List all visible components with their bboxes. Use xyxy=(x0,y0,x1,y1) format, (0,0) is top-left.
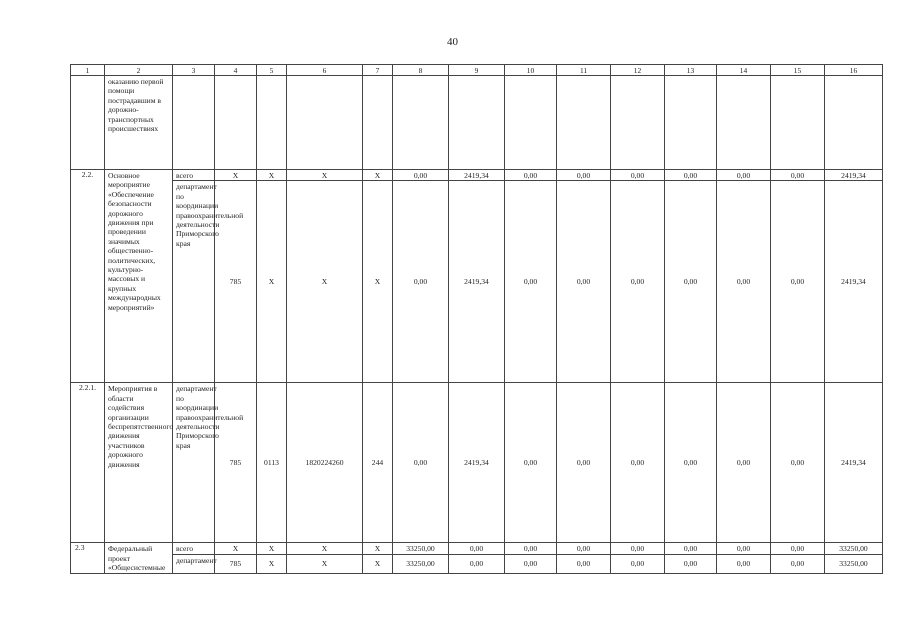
row-number xyxy=(71,76,105,170)
col-header: 13 xyxy=(665,65,717,76)
row-number: 2.2.1. xyxy=(71,383,105,543)
cell: 33250,00 xyxy=(393,555,449,574)
cell: Х xyxy=(257,181,287,383)
col-header: 14 xyxy=(717,65,771,76)
cell: 0,00 xyxy=(393,170,449,181)
table-row xyxy=(71,383,883,543)
cell: 0,00 xyxy=(611,383,665,543)
col-header: 11 xyxy=(557,65,611,76)
cell xyxy=(717,76,771,170)
activity-name: Основное мероприятие «Обеспечение безопасности дорожного движения при проведении значимых общественно-политических, культурно-массовых и крупных международных мероприятий» xyxy=(105,170,173,383)
col-header: 6 xyxy=(287,65,363,76)
cell xyxy=(825,76,883,170)
table-row xyxy=(71,555,883,574)
cell: 0,00 xyxy=(557,383,611,543)
table-row xyxy=(71,76,883,170)
col-header: 3 xyxy=(173,65,215,76)
col-header: 7 xyxy=(363,65,393,76)
executor-total: всего xyxy=(173,543,215,555)
cell: Х xyxy=(287,555,363,574)
cell xyxy=(505,76,557,170)
table-row-total xyxy=(71,543,883,555)
cell: Х xyxy=(287,181,363,383)
cell: Х xyxy=(257,555,287,574)
cell: Х xyxy=(257,170,287,181)
cell: 0,00 xyxy=(665,181,717,383)
cell: 0,00 xyxy=(557,170,611,181)
cell: 0,00 xyxy=(393,181,449,383)
cell: 0,00 xyxy=(611,543,665,555)
budget-table xyxy=(70,64,883,574)
cell: 0,00 xyxy=(557,555,611,574)
row-number: 2.3 xyxy=(71,543,105,573)
col-header: 9 xyxy=(449,65,505,76)
executor: департамент xyxy=(173,555,215,574)
cell xyxy=(287,76,363,170)
cell: 2419,34 xyxy=(449,383,505,543)
cell: 785 xyxy=(215,181,257,383)
cell xyxy=(665,76,717,170)
cell: 785 xyxy=(215,555,257,574)
cell: Х xyxy=(215,170,257,181)
col-header: 5 xyxy=(257,65,287,76)
table-row-total xyxy=(71,170,883,181)
cell: 0,00 xyxy=(449,543,505,555)
cell: 0,00 xyxy=(717,555,771,574)
cell: 0,00 xyxy=(505,555,557,574)
cell: 0,00 xyxy=(771,383,825,543)
activity-name: Федеральный проект «Общесистемные xyxy=(105,543,173,573)
cell: 0,00 xyxy=(557,543,611,555)
executor: департамент по координации правоохранительной деятельности Приморского края xyxy=(173,181,215,383)
row-number: 2.2. xyxy=(71,170,105,383)
col-header: 16 xyxy=(825,65,883,76)
cell: 0,00 xyxy=(665,383,717,543)
cell: 2419,34 xyxy=(825,170,883,181)
col-header: 15 xyxy=(771,65,825,76)
cell xyxy=(363,76,393,170)
col-header: 2 xyxy=(105,65,173,76)
cell: 0,00 xyxy=(717,170,771,181)
cell: 0,00 xyxy=(393,383,449,543)
cell: 0,00 xyxy=(717,383,771,543)
cell: 0,00 xyxy=(557,181,611,383)
cell: 0113 xyxy=(257,383,287,543)
cell: 0,00 xyxy=(505,383,557,543)
cell: 2419,34 xyxy=(825,383,883,543)
cell: 0,00 xyxy=(505,181,557,383)
cell: 33250,00 xyxy=(825,543,883,555)
cell: 33250,00 xyxy=(825,555,883,574)
activity-name: оказанию первой помощи пострадавшим в дорожно-транспортных происшествиях xyxy=(105,76,173,170)
executor xyxy=(173,76,215,170)
cell: Х xyxy=(363,555,393,574)
cell: 0,00 xyxy=(665,555,717,574)
cell xyxy=(771,76,825,170)
cell: Х xyxy=(287,543,363,555)
cell: Х xyxy=(363,181,393,383)
cell: 0,00 xyxy=(771,181,825,383)
cell: Х xyxy=(363,170,393,181)
executor-total: всего xyxy=(173,170,215,181)
cell: Х xyxy=(363,543,393,555)
cell: Х xyxy=(257,543,287,555)
cell: 0,00 xyxy=(611,555,665,574)
cell xyxy=(611,76,665,170)
cell: 0,00 xyxy=(771,543,825,555)
executor: департамент по координации правоохранительной деятельности Приморского края xyxy=(173,383,215,543)
cell: 2419,34 xyxy=(449,181,505,383)
cell xyxy=(449,76,505,170)
cell: 0,00 xyxy=(665,543,717,555)
cell: 0,00 xyxy=(771,555,825,574)
header-row xyxy=(71,65,883,76)
col-header: 10 xyxy=(505,65,557,76)
cell: 0,00 xyxy=(611,181,665,383)
cell: Х xyxy=(215,543,257,555)
col-header: 1 xyxy=(71,65,105,76)
cell: 0,00 xyxy=(449,555,505,574)
cell xyxy=(557,76,611,170)
cell: 2419,34 xyxy=(825,181,883,383)
cell xyxy=(257,76,287,170)
cell: 0,00 xyxy=(505,170,557,181)
cell: 0,00 xyxy=(505,543,557,555)
cell xyxy=(393,76,449,170)
cell: 785 xyxy=(215,383,257,543)
cell xyxy=(215,76,257,170)
cell: 0,00 xyxy=(717,543,771,555)
cell: 244 xyxy=(363,383,393,543)
cell: 1820224260 xyxy=(287,383,363,543)
cell: Х xyxy=(287,170,363,181)
cell: 0,00 xyxy=(771,170,825,181)
cell: 0,00 xyxy=(717,181,771,383)
col-header: 12 xyxy=(611,65,665,76)
page-number: 40 xyxy=(447,36,458,48)
table-row xyxy=(71,181,883,383)
cell: 0,00 xyxy=(665,170,717,181)
cell: 0,00 xyxy=(611,170,665,181)
col-header: 8 xyxy=(393,65,449,76)
activity-name: Мероприятия в области содействия организации беспрепятственного движения участников дорожного движения xyxy=(105,383,173,543)
cell: 33250,00 xyxy=(393,543,449,555)
col-header: 4 xyxy=(215,65,257,76)
cell: 2419,34 xyxy=(449,170,505,181)
